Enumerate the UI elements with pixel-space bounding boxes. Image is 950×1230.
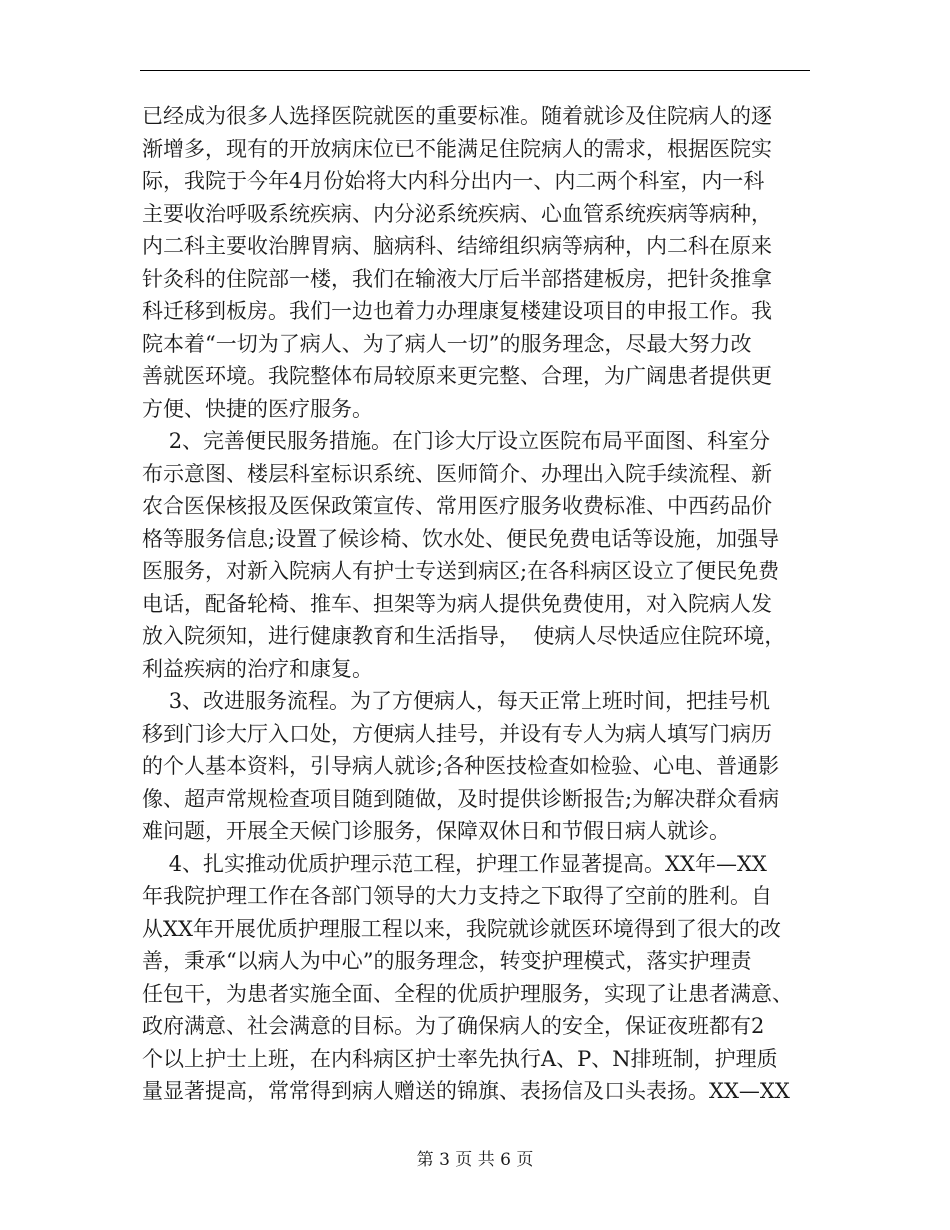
text-line: 科迁移到板房。我们一边也着力办理康复楼建设项目的申报工作。我	[142, 299, 772, 323]
text-line: 放入院须知，进行健康教育和生活指导， 使病人尽快适应住院环境，	[142, 624, 786, 648]
document-body	[142, 100, 810, 1108]
text-line: 内二科主要收治脾胃病、脑病科、结缔组织病等病种，内二科在原来	[142, 234, 772, 258]
text-line: 渐增多，现有的开放病床位已不能满足住院病人的需求，根据医院实	[142, 136, 772, 161]
text-line: 医服务，对新入院病人有护士专送到病区;在各科病区设立了便民免费	[142, 559, 780, 583]
text-line: 4、扎实推动优质护理示范工程，护理工作显著提高。XX年—XX	[142, 851, 767, 876]
text-line: 量显著提高，常常得到病人赠送的锦旗、表扬信及口头表扬。XX—XX	[142, 1079, 790, 1103]
text-line: 3、改进服务流程。为了方便病人，每天正常上班时间，把挂号机	[142, 689, 771, 713]
text-line: 方便、快捷的医疗服务。	[142, 396, 373, 421]
text-line: 主要收治呼吸系统疾病、内分泌系统疾病、心血管系统疾病等病种，	[142, 201, 772, 226]
text-line: 布示意图、楼层科室标识系统、医师简介、办理出入院手续流程、新	[142, 461, 772, 486]
header-rule	[140, 70, 810, 71]
text-line: 政府满意、社会满意的目标。为了确保病人的安全，保证夜班都有2	[142, 1014, 765, 1038]
text-line: 难问题，开展全天候门诊服务，保障双休日和节假日病人就诊。	[142, 819, 730, 843]
text-line: 际，我院于今年4月份始将大内科分出内一、内二两个科室，内一科	[142, 169, 765, 193]
text-line: 已经成为很多人选择医院就医的重要标准。随着就诊及住院病人的逐	[142, 104, 772, 128]
text-line: 电话，配备轮椅、推车、担架等为病人提供免费使用，对入院病人发	[142, 591, 772, 616]
text-line: 院本着“一切为了病人、为了病人一切”的服务理念，尽最大努力改	[142, 331, 752, 356]
text-line: 个以上护士上班，在内科病区护士率先执行A、P、N排班制，护理质	[142, 1046, 778, 1071]
text-line: 农合医保核报及医保政策宣传、常用医疗服务收费标准、中西药品价	[142, 494, 772, 518]
text-line: 移到门诊大厅入口处，方便病人挂号，并设有专人为病人填写门病历	[142, 721, 772, 746]
text-line: 善，秉承“以病人为中心”的服务理念，转变护理模式，落实护理责	[142, 949, 752, 973]
text-line: 善就医环境。我院整体布局较原来更完整、合理，为广阔患者提供更	[142, 364, 772, 388]
text-line: 从XX年开展优质护理服工程以来，我院就诊就医环境得到了很大的改	[142, 916, 781, 941]
text-line: 2、完善便民服务措施。在门诊大厅设立医院布局平面图、科室分	[142, 429, 771, 453]
text-line: 像、超声常规检查项目随到随做，及时提供诊断报告;为解决群众看病	[142, 786, 780, 811]
page-number-footer: 第 3 页 共 6 页	[416, 1150, 534, 1170]
text-line: 年我院护理工作在各部门领导的大力支持之下取得了空前的胜利。自	[142, 884, 772, 908]
text-line: 针灸科的住院部一楼，我们在输液大厅后半部搭建板房，把针灸推拿	[142, 266, 772, 291]
text-line: 任包干，为患者实施全面、全程的优质护理服务，实现了让患者满意、	[142, 981, 793, 1006]
text-line: 的个人基本资料，引导病人就诊;各种医技检查如检验、心电、普通影	[142, 754, 780, 778]
text-line: 利益疾病的治疗和康复。	[142, 656, 373, 681]
text-line: 格等服务信息;设置了候诊椅、饮水处、便民免费电话等设施，加强导	[142, 526, 780, 551]
